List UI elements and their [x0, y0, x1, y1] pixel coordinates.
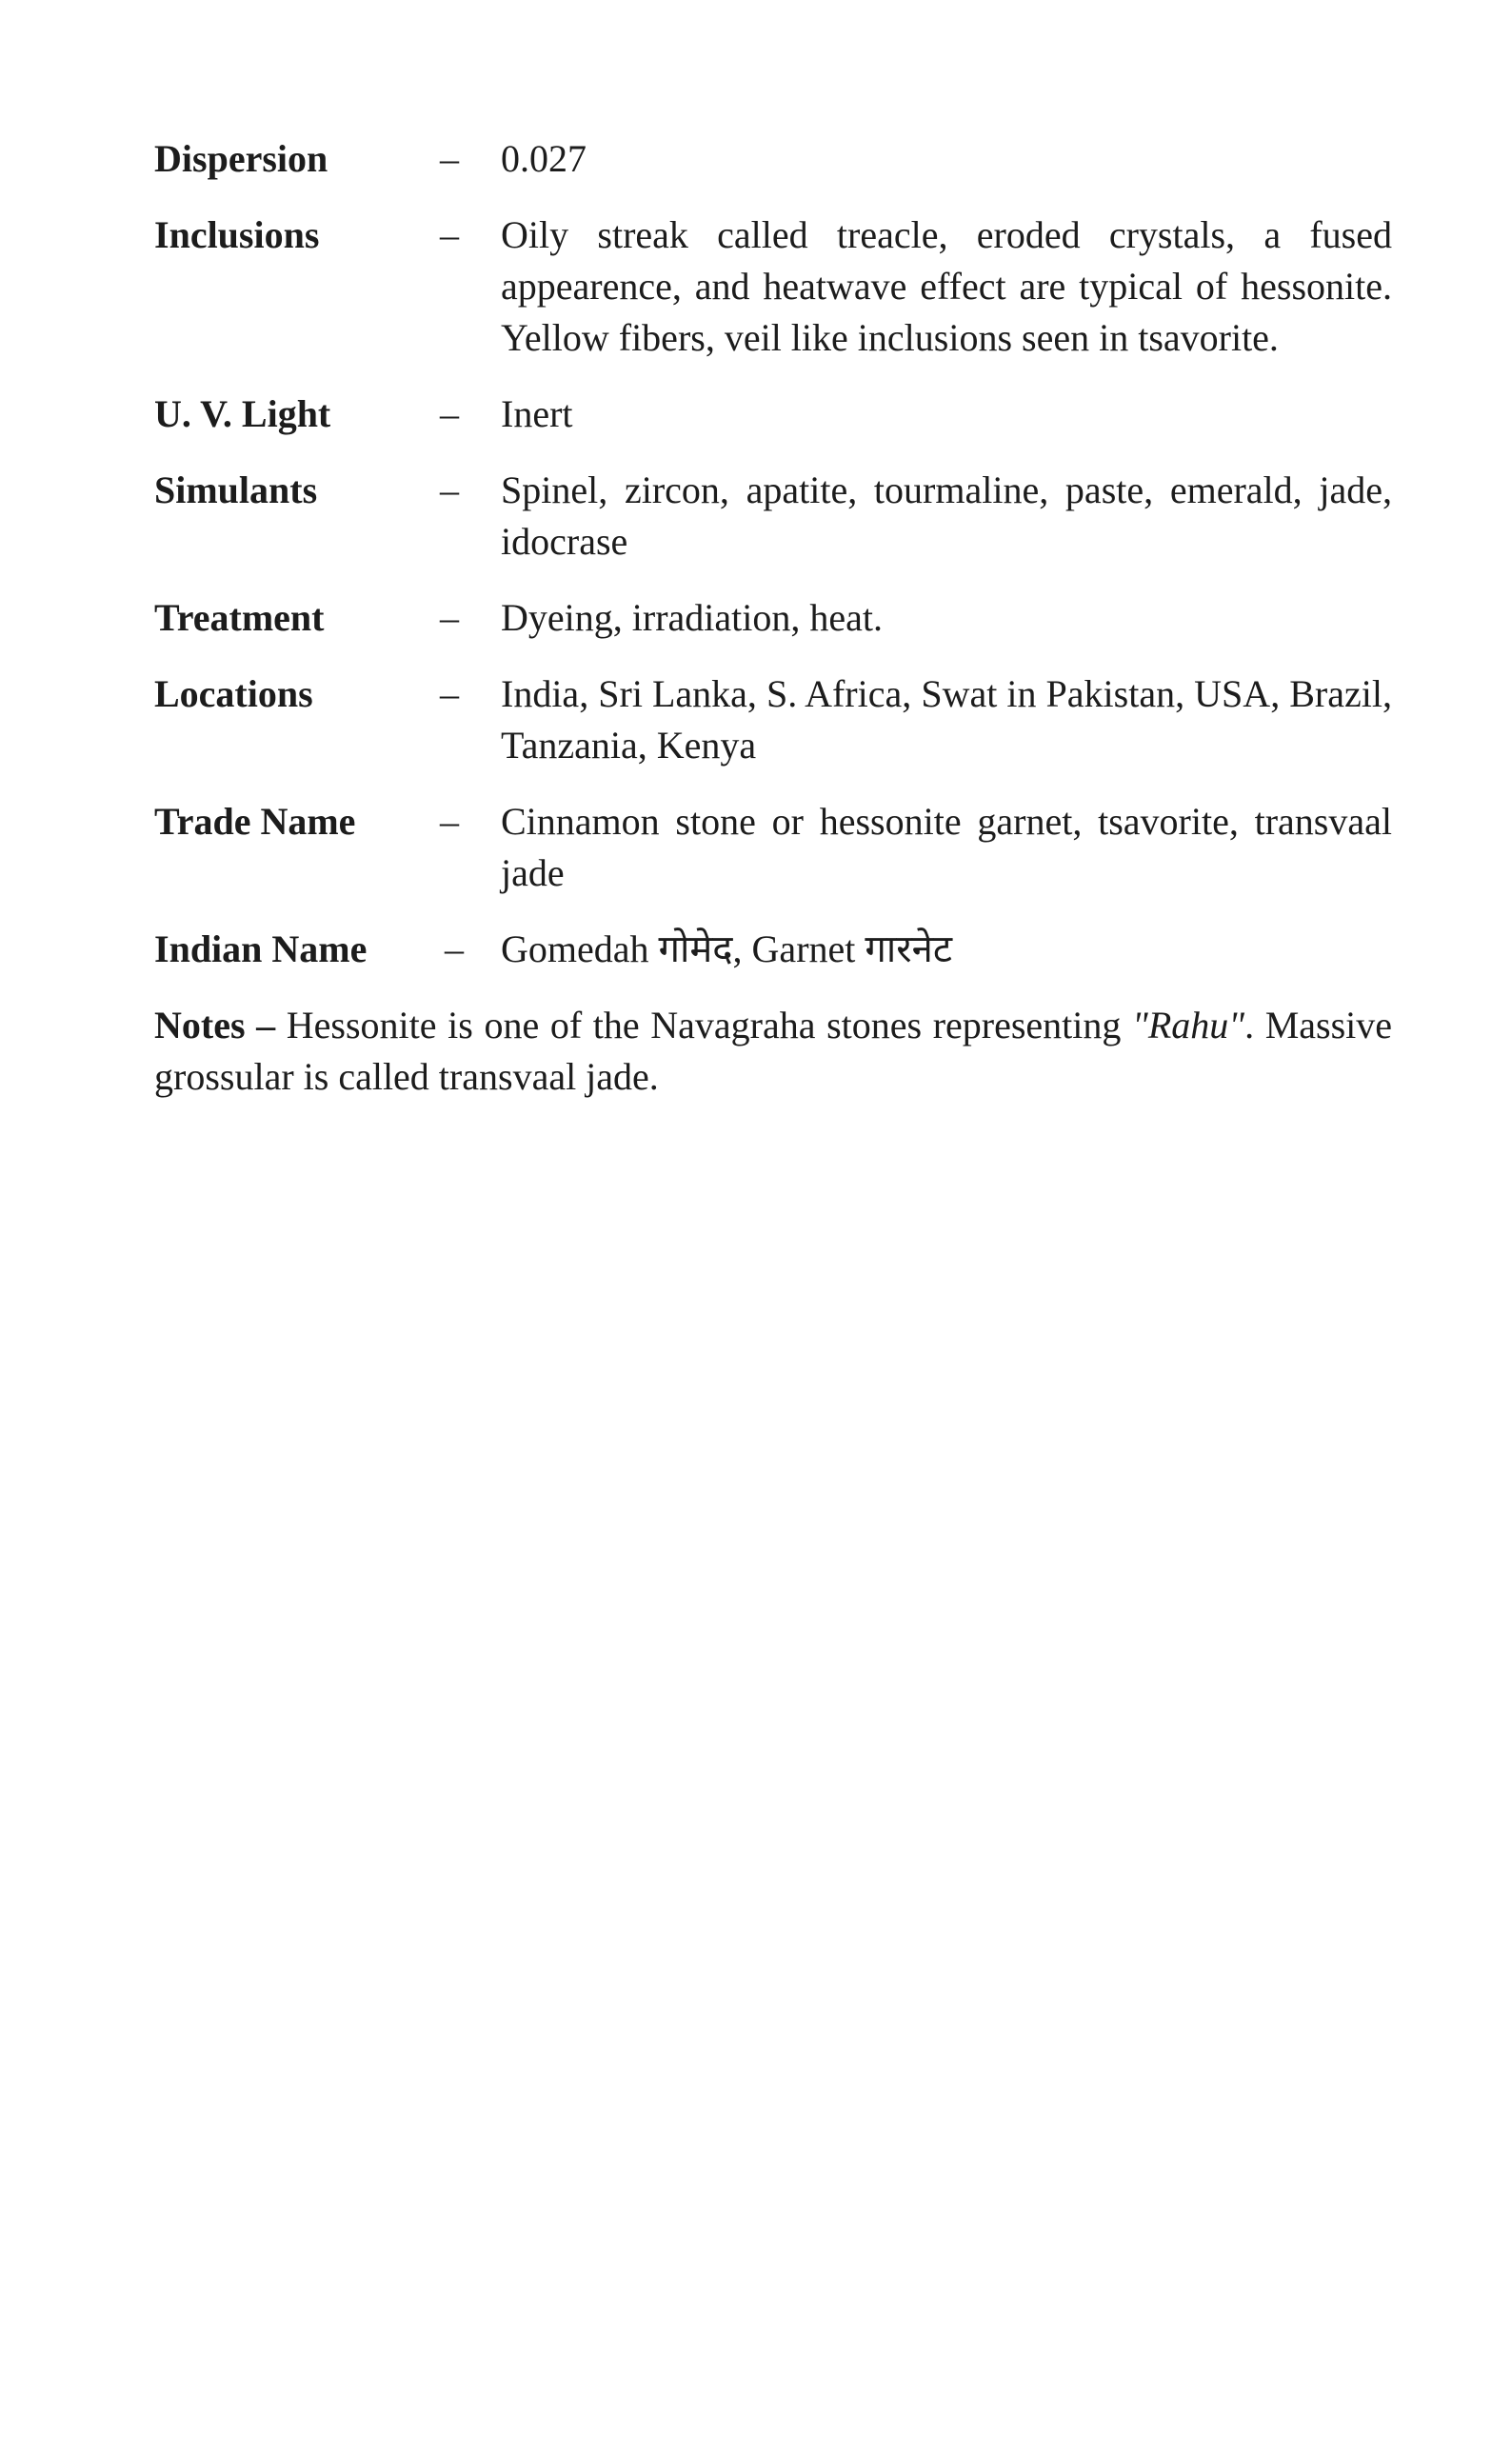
- property-value: Spinel, zircon, apatite, tourmaline, paste, emerald, jade, idocrase: [501, 468, 1392, 563]
- property-value: Gomedah गोमेद, Garnet गारनेट: [501, 927, 952, 970]
- property-dash: –: [445, 927, 464, 970]
- notes-paragraph: [154, 1000, 1392, 1103]
- property-value: Inert: [501, 392, 573, 435]
- property-label: Simulants: [154, 468, 318, 511]
- property-row-trade-name: [154, 796, 1392, 899]
- property-dash: –: [440, 392, 459, 435]
- property-value: 0.027: [501, 137, 587, 180]
- notes-emphasis: "Rahu": [1132, 1004, 1245, 1047]
- notes-dash: –: [256, 1004, 276, 1047]
- property-dash: –: [440, 213, 459, 256]
- property-value: India, Sri Lanka, S. Africa, Swat in Pakistan, USA, Brazil, Tanzania, Kenya: [501, 672, 1392, 767]
- property-label: Treatment: [154, 596, 325, 639]
- property-value: Cinnamon stone or hessonite garnet, tsavorite, transvaal jade: [501, 800, 1392, 894]
- property-dash: –: [440, 137, 459, 180]
- property-label: Inclusions: [154, 213, 320, 256]
- document-page: [154, 133, 1392, 1103]
- property-label: Indian Name: [154, 927, 368, 970]
- property-row-treatment: [154, 592, 1392, 644]
- property-row-uv-light: [154, 389, 1392, 440]
- property-dash: –: [440, 468, 459, 511]
- notes-text-before: Hessonite is one of the Navagraha stones representing: [286, 1004, 1122, 1047]
- property-row-simulants: [154, 465, 1392, 568]
- property-dash: –: [440, 596, 459, 639]
- notes-text-after: . Massive grossular is called transvaal jade.: [154, 1004, 1393, 1098]
- notes-label: Notes: [154, 1004, 246, 1047]
- property-label: Dispersion: [154, 137, 328, 180]
- property-row-inclusions: [154, 209, 1392, 364]
- property-row-dispersion: [154, 133, 1392, 185]
- property-dash: –: [440, 672, 459, 715]
- property-label: Trade Name: [154, 800, 356, 843]
- property-label: Locations: [154, 672, 313, 715]
- property-row-locations: [154, 668, 1392, 771]
- property-label: U. V. Light: [154, 392, 331, 435]
- property-value: Oily streak called treacle, eroded crystals, a fused appearence, and heatwave effect are typical of hessonite. Yellow fibers, veil like inclusions seen in tsavorite.: [501, 213, 1392, 359]
- property-value: Dyeing, irradiation, heat.: [501, 596, 883, 639]
- property-row-indian-name: [154, 924, 1392, 975]
- property-dash: –: [440, 800, 459, 843]
